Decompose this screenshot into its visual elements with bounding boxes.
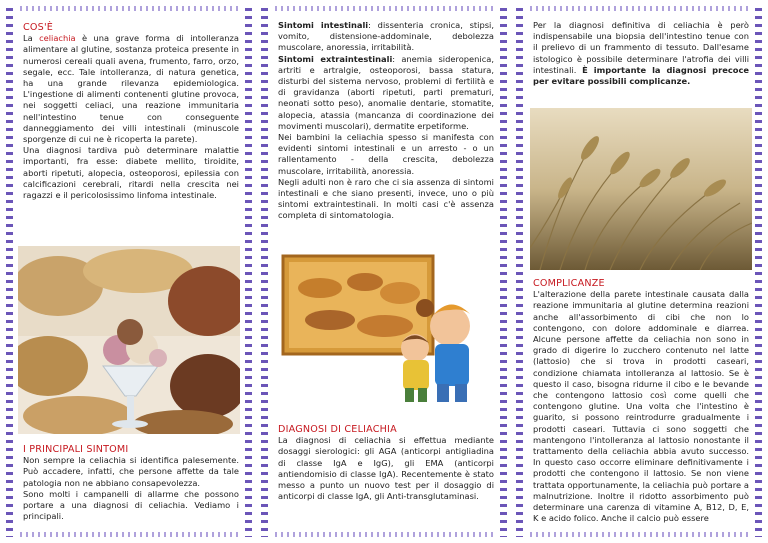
column-3 <box>516 6 762 537</box>
paragraph-biopsy: Per la diagnosi definitiva di celiachia è però indispensabile una biopsia dell'intestino tenue con il prelievo di un frammento di tessuto. Dall'esame istologico è possibile determinare l'atrofia dei villi intestinali. È importante la diagnosi precoce per evitare possibili complicanze. <box>533 20 750 87</box>
column-2 <box>261 6 507 537</box>
cereals-dessert-photo <box>18 246 240 434</box>
paragraph-awareness: Non sempre la celiachia si identifica palesemente. Può accadere, infatti, che persone affette da tale patologia non ne abbiano consapevolezza. <box>23 455 239 488</box>
paragraph-extraintestinal-symptoms: Sintomi extraintestinali: anemia sideropenica, artriti e artralgie, osteoporosi, bassa statura, disturbi del sistema nervoso, problemi di fertilità e di gravidanza (aborti ripetuti, parti prematuri, neonati sotto peso), anomalie dentarie, stomatite, alopecia, atassia (mancanza di coordinazione dei movimenti muscolari), dermatite erpetiforme. <box>278 53 494 131</box>
label-sintomi-intestinali: Sintomi intestinali <box>278 20 369 30</box>
paragraph-adults: Negli adulti non è raro che ci sia assenza di sintomi intestinali e che siano presenti, invece, uno o più sintomi extraintestinali. In molti casi c'è assenza completa di sintomatologia. <box>278 176 494 221</box>
paragraph-intestinal-symptoms: Sintomi intestinali: dissenteria cronica, stipsi, vomito, distensione-addominale, debolezza muscolare, anoressia, irritabilità. <box>278 20 494 53</box>
keyword-celiachia: celiachia <box>39 33 76 44</box>
important-note: È importante la diagnosi precoce per evitare possibili complicanze. <box>533 64 750 87</box>
children-bakery-illustration <box>275 248 497 408</box>
heading-diagnosi: DIAGNOSI DI CELIACHIA <box>278 424 397 435</box>
paragraph-alarm: Sono molti i campanelli di allarme che possono portare a una diagnosi di celiachia. Vediamo i principali. <box>23 488 239 522</box>
label-sintomi-extraintestinali: Sintomi extraintestinali <box>278 53 393 64</box>
paragraph-definition: La celiachia è una grave forma di intolleranza alimentare al glutine, sostanza proteica presente in numerosi cereali quali avena, frumento, farro, orzo, segale, ecc. Tale intolleranza, di natura genetica, ha una grande rilevanza epidemiologica. L'ingestione di alimenti contenenti glutine provoca, nei soggetti celiaci, una reazione immunitaria nell'intestino tenue con conseguente danneggiamento dei villi intestinali (minuscole sporgenze di cui ne è ricoperta la parete). <box>23 33 239 145</box>
paragraph-late-diagnosis: Una diagnosi tardiva può determinare malattie importanti, fra esse: diabete mellito, tiroidite, aborti ripetuti, alopecia, osteoporosi, epilessia con calcificazioni cerebrali, ritardi nella crescita nei ragazzi e il pericolosissimo linfoma intestinale. <box>23 145 239 201</box>
paragraph-complicanze: L'alterazione della parete intestinale causata dalla reazione immunitaria al glutine determina reazioni anche all'assorbimento di cibi che non lo contengono, con dolore addominale e diarrea. Alcune persone affette da celiachia non sono in grado di digerire lo zucchero contenuto nel latte (lattosio) che si trova in prodotti caseari, condizione chiamata intolleranza al lattosio. Se è questo il caso, bisogna ridurne il cibo e le bevande che contengono lattosio così come quelli che contengono glutine. Una volta che l'intestino è guarito, si possono reintrodurre gradualmente i prodotti caseari. Tuttavia ci sono soggetti che mantengono l'intolleranza al lattosio nonostante il trattamento della celiachia abbia avuto successo. In questo caso occorre eliminare definitivamente i prodotti che contengono il lattosio. Se non viene trattata opportunamente, la celiachia può portare a malnutrizione. Inoltre il ridotto assorbimento può determinare una carenza di vitamine A, B12, D, E, K e acido folico. Anche il calcio può essere <box>533 289 749 524</box>
wheat-field-photo <box>530 108 752 270</box>
heading-complicanze: COMPLICANZE <box>533 278 605 289</box>
column-1 <box>6 6 252 537</box>
paragraph-children: Nei bambini la celiachia spesso si manifesta con evidenti sintomi intestinali e un arresto - o un rallentamento - della crescita, debolezza muscolare, irritabilità, anoressia. <box>278 132 494 176</box>
heading-principali-sintomi: I PRINCIPALI SINTOMI <box>23 444 129 455</box>
paragraph-diagnosi: La diagnosi di celiachia si effettua mediante dosaggi sierologici: gli AGA (anticorpi antigliadina di classe IgA e IgG), gli EMA (anticorpi antiendomisio di classe IgA). Recentemente è stato messo a punto un nuovo test per il dosaggio di anticorpi di classe IgA, gli Anti-transglutaminasi. <box>278 435 494 502</box>
heading-cos-e: COS'È <box>23 22 54 33</box>
